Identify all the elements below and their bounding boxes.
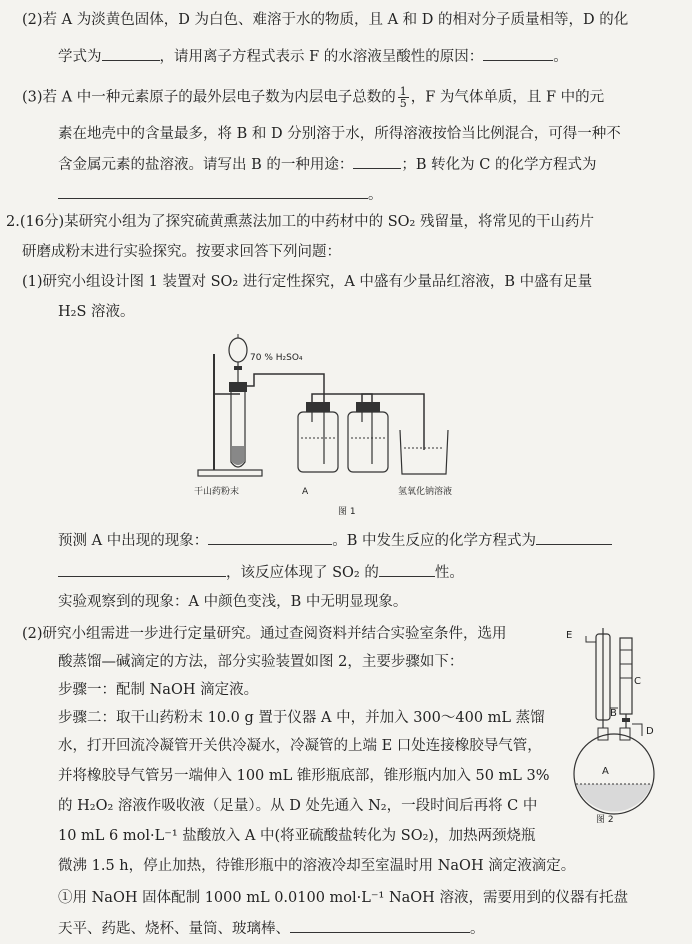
fig2-label-a: A: [602, 766, 609, 777]
predict-text-a: 预测 A 中出现的现象：: [58, 533, 209, 549]
q3-text-b: ，F 为气体单质，且 F 中的元: [410, 89, 605, 106]
fig2-label-d: D: [646, 726, 654, 737]
predict-line-2: [58, 560, 464, 583]
figure-1-apparatus: [192, 334, 502, 520]
part2-line-2: 酸蒸馏—碱滴定的方法，部分实验装置如图 2，主要步骤如下：: [58, 654, 464, 670]
predict-text-d: 性。: [434, 565, 464, 581]
powder-label: 干山药粉末: [194, 487, 240, 497]
answer-blank-ion-eq[interactable]: [483, 44, 553, 61]
q2-line-2: [58, 44, 568, 67]
part1-line-1: (1)研究小组设计图 1 装置对 SO₂ 进行定性探究，A 中盛有少量品红溶液，B 中盛有足量: [22, 274, 593, 290]
q3-line-4: [58, 182, 383, 205]
q3-text-a: (3)若 A 中一种元素原子的最外层电子数为内层电子总数的: [22, 89, 396, 106]
q3-text-e: 。: [368, 187, 383, 203]
naoh-label: 氢氧化钠溶液: [398, 487, 453, 497]
answer-blank-instruments[interactable]: [290, 916, 470, 933]
answer-blank-use[interactable]: [353, 152, 401, 169]
figure-2-apparatus: [560, 624, 688, 824]
answer-blank-property[interactable]: [379, 560, 435, 577]
answer-blank-formula[interactable]: [102, 44, 160, 61]
acid-label: 70 % H₂SO₄: [250, 353, 303, 363]
answer-blank-reaction-eq[interactable]: [536, 528, 612, 545]
answer-blank-phenomenon[interactable]: [208, 528, 332, 545]
step2-line-2: 水，打开回流冷凝管开关供冷凝水，冷凝管的上端 E 口处连接橡胶导气管，: [58, 738, 542, 754]
predict-text-b: 。B 中发生反应的化学方程式为: [332, 533, 536, 549]
step2-line-3: 并将橡胶导气管另一端伸入 100 mL 锥形瓶底部，锥形瓶内加入 50 mL 3%: [58, 768, 550, 784]
figure-1-caption: 图 1: [338, 507, 356, 517]
subq-1-text-b: 。: [470, 921, 485, 937]
q3-text-d: ；B 转化为 C 的化学方程式为: [401, 157, 597, 173]
q2-text-a: 学式为: [58, 49, 102, 65]
step2-line-4: 的 H₂O₂ 溶液作吸收液（足量）。从 D 处先通入 N₂，一段时间后再将 C 中: [58, 798, 538, 814]
step1-line: 步骤一：配制 NaOH 滴定液。: [58, 682, 259, 698]
fig2-label-b: B: [610, 708, 617, 719]
fraction-denominator: 5: [399, 97, 407, 110]
predict-line-1: [58, 528, 612, 551]
subq-1-line-1: ①用 NaOH 固体配制 1000 mL 0.0100 mol·L⁻¹ NaOH 溶液，需要用到的仪器有托盘: [58, 890, 628, 906]
q3-line-3: [58, 152, 596, 175]
q3-line-1: [22, 86, 604, 109]
fraction-numerator: 1: [399, 85, 407, 98]
q3-text-c: 含金属元素的盐溶液。请写出 B 的一种用途：: [58, 157, 354, 173]
q2-text-c: 。: [553, 49, 568, 65]
subq-1-text-a: 天平、药匙、烧杯、量筒、玻璃棒、: [58, 921, 290, 937]
fig2-label-e: E: [566, 630, 573, 641]
fig2-label-c: C: [634, 676, 641, 687]
figure-2-caption: 图 2: [596, 815, 614, 824]
step2-line-1: 步骤二：取干山药粉末 10.0 g 置于仪器 A 中，并加入 300～400 mL 蒸馏: [58, 710, 545, 726]
answer-blank-reaction-eq-cont[interactable]: [58, 560, 226, 577]
predict-text-c: ，该反应体现了 SO₂ 的: [226, 565, 379, 581]
q3-line-2: 素在地壳中的含量最多，将 B 和 D 分别溶于水，所得溶液按恰当比例混合，可得一种不: [58, 126, 621, 142]
part1-line-2: H₂S 溶液。: [58, 304, 135, 320]
step2-line-5: 10 mL 6 mol·L⁻¹ 盐酸放入 A 中(将亚硫酸盐转化为 SO₂)，加热两颈烧瓶: [58, 828, 536, 844]
observe-line: 实验观察到的现象：A 中颜色变浅，B 中无明显现象。: [58, 594, 408, 610]
bottle-a-label: A: [302, 487, 309, 497]
answer-blank-equation[interactable]: [58, 182, 368, 199]
q2-line-1: (2)若 A 为淡黄色固体，D 为白色、难溶于水的物质，且 A 和 D 的相对分子质量相等，D 的化: [22, 12, 629, 28]
step2-line-6: 微沸 1.5 h，停止加热，待锥形瓶中的溶液冷却至室温时用 NaOH 滴定液滴定。: [58, 858, 576, 874]
question-header-line-1: 2.(16分)某研究小组为了探究硫黄熏蒸法加工的中药材中的 SO₂ 残留量，将常见的干山药片: [6, 214, 594, 230]
part2-line-1: (2)研究小组需进一步进行定量研究。通过查阅资料并结合实验室条件，选用: [22, 626, 507, 642]
question-header-line-2: 研磨成粉末进行实验探究。按要求回答下列问题：: [22, 244, 341, 260]
fraction: [398, 86, 409, 109]
q2-text-b: ，请用离子方程式表示 F 的水溶液呈酸性的原因：: [159, 49, 484, 65]
subq-1-line-2: [58, 916, 485, 939]
